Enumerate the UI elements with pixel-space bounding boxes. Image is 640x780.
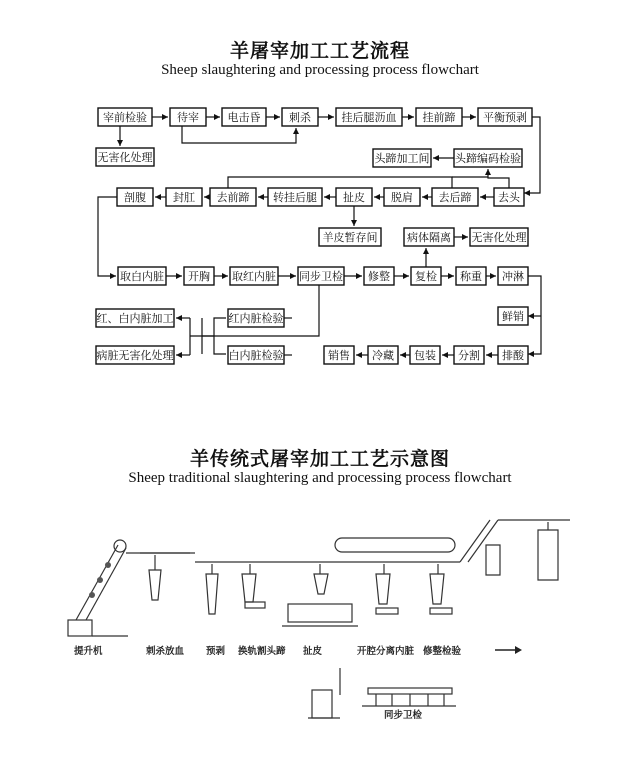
node-sticking (282, 108, 318, 126)
node-white-viscera-inspection (228, 346, 284, 364)
svg-text:平衡预剥: 平衡预剥 (483, 111, 527, 124)
svg-text:转挂后腿: 转挂后腿 (273, 191, 317, 204)
stage-label-pull-skin: 扯皮 (303, 646, 323, 657)
node-diseased-viscera-treatment (96, 346, 174, 364)
svg-text:冷藏: 冷藏 (372, 349, 394, 362)
svg-text:头蹄加工间: 头蹄加工间 (374, 152, 430, 165)
node-hang-bleed (336, 108, 402, 126)
svg-text:无害化处理: 无害化处理 (97, 151, 153, 164)
flowchart-title-en: Sheep slaughtering and processing process flowchart (161, 62, 479, 78)
svg-text:去头: 去头 (498, 191, 520, 204)
node-take-red-viscera (230, 267, 278, 285)
node-trimming (364, 267, 394, 285)
svg-text:分割: 分割 (458, 349, 480, 362)
stage-label-lifter: 提升机 (74, 646, 103, 657)
node-head-foot-coding-inspection (454, 149, 522, 167)
illustration-title-en: Sheep traditional slaughtering and processing process flowchart (128, 470, 512, 486)
svg-text:取红内脏: 取红内脏 (232, 270, 276, 283)
svg-text:电击昏: 电击昏 (227, 111, 261, 124)
svg-text:病脏无害化处理: 病脏无害化处理 (96, 349, 174, 362)
node-cold-storage (368, 346, 398, 364)
right-arrow-icon (495, 646, 522, 654)
node-sync-inspection (298, 267, 344, 285)
svg-text:挂后腿沥血: 挂后腿沥血 (341, 111, 397, 124)
node-acid-discharge (498, 346, 528, 364)
node-harmless-treatment-2 (470, 228, 528, 246)
node-seal-anus (166, 188, 202, 206)
node-rehang-hindleg (268, 188, 322, 206)
node-pull-skin (336, 188, 372, 206)
svg-text:红内脏检验: 红内脏检验 (228, 312, 284, 325)
illustration (68, 520, 570, 718)
stage-label-sync-inspection: 同步卫检 (384, 710, 423, 721)
svg-text:扯皮: 扯皮 (343, 191, 365, 204)
svg-text:待宰: 待宰 (177, 111, 199, 124)
svg-text:包装: 包装 (414, 349, 436, 362)
node-weighing (456, 267, 486, 285)
svg-text:挂前蹄: 挂前蹄 (422, 111, 456, 124)
svg-text:复检: 复检 (415, 270, 437, 283)
stage-label-sticking-bleeding: 刺杀放血 (146, 646, 185, 657)
node-open-chest (184, 267, 214, 285)
svg-text:鲜销: 鲜销 (502, 310, 524, 323)
svg-text:冲淋: 冲淋 (502, 270, 524, 283)
node-electric-stun (222, 108, 266, 126)
node-rinsing (498, 267, 528, 285)
node-cutting (454, 346, 484, 364)
node-viscera-processing (96, 309, 174, 327)
svg-text:无害化处理: 无害化处理 (471, 231, 527, 244)
node-packaging (410, 346, 440, 364)
svg-text:开胸: 开胸 (188, 270, 210, 283)
node-skin-storage (319, 228, 381, 246)
svg-text:脱肩: 脱肩 (391, 191, 413, 204)
node-disease-isolation (404, 228, 454, 246)
svg-text:剖腹: 剖腹 (124, 191, 146, 204)
svg-text:同步卫检: 同步卫检 (299, 270, 343, 283)
node-remove-forefoot (210, 188, 256, 206)
svg-text:宰前检验: 宰前检验 (103, 111, 147, 124)
node-re-inspection (411, 267, 441, 285)
node-pre-slaughter-inspection (98, 108, 152, 126)
node-balance-preskin (478, 108, 532, 126)
node-take-white-viscera (118, 267, 166, 285)
svg-text:取白内脏: 取白内脏 (120, 270, 164, 283)
svg-text:红、白内脏加工: 红、白内脏加工 (96, 312, 174, 325)
node-fresh-sales (498, 307, 528, 325)
svg-text:去前蹄: 去前蹄 (216, 191, 250, 204)
node-remove-head (494, 188, 524, 206)
svg-text:羊皮暂存间: 羊皮暂存间 (322, 231, 378, 244)
node-sales (324, 346, 354, 364)
svg-text:刺杀: 刺杀 (289, 111, 311, 124)
node-waiting (170, 108, 206, 126)
svg-text:头蹄编码检验: 头蹄编码检验 (455, 152, 521, 165)
svg-text:排酸: 排酸 (502, 349, 524, 362)
stage-label-rail-change-cut: 换轨割头蹄 (238, 646, 286, 657)
node-remove-hindfoot (432, 188, 478, 206)
svg-text:去后蹄: 去后蹄 (438, 191, 472, 204)
node-shoulder-off (384, 188, 420, 206)
node-harmless-treatment-1 (96, 148, 154, 166)
node-hang-forefoot (416, 108, 462, 126)
node-head-foot-processing (373, 149, 431, 167)
svg-text:白内脏检验: 白内脏检验 (228, 349, 284, 362)
stage-label-evisceration: 开腔分离内脏 (357, 646, 415, 657)
stage-label-pre-skin: 预剥 (206, 646, 226, 657)
stage-label-trim-inspect: 修整检验 (423, 646, 462, 657)
flowchart-title-cn: 羊屠宰加工工艺流程 (229, 40, 410, 62)
svg-text:销售: 销售 (328, 349, 350, 362)
svg-text:称重: 称重 (460, 270, 482, 283)
node-red-viscera-inspection (228, 309, 284, 327)
illustration-title-cn: 羊传统式屠宰加工工艺示意图 (189, 448, 450, 470)
svg-text:病体隔离: 病体隔离 (407, 231, 451, 244)
svg-text:封肛: 封肛 (173, 191, 195, 204)
svg-text:修整: 修整 (368, 270, 390, 283)
node-open-belly (117, 188, 153, 206)
